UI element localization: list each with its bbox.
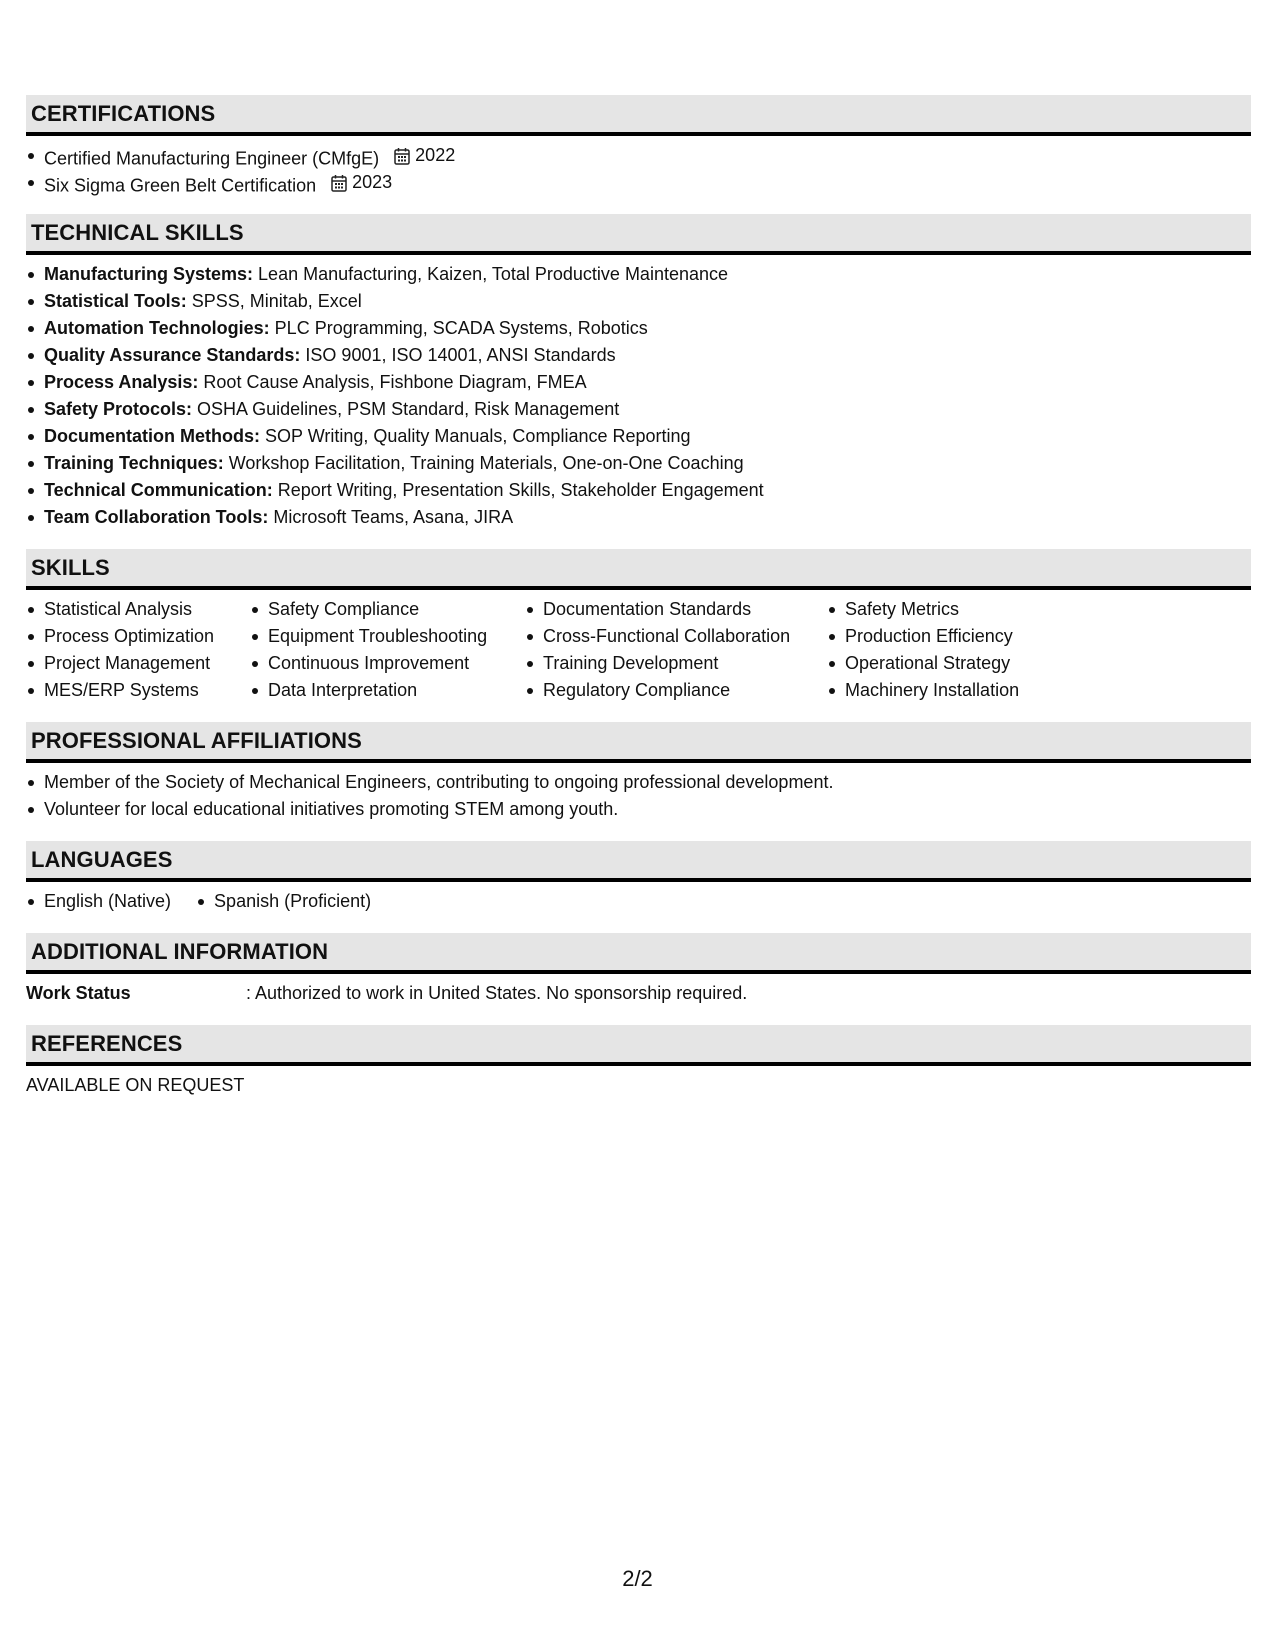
- page-number: 2/2: [622, 1566, 653, 1591]
- additional-info-section: [26, 933, 1251, 1007]
- skills-column: [250, 596, 525, 704]
- skill-category: Documentation Methods:: [44, 426, 260, 446]
- list-item: Member of the Society of Mechanical Engineers, contributing to ongoing professional development.: [26, 769, 1251, 796]
- skill-category: Quality Assurance Standards:: [44, 345, 301, 365]
- skill-values: Root Cause Analysis, Fishbone Diagram, FMEA: [198, 372, 587, 392]
- list-item: Continuous Improvement: [250, 650, 525, 677]
- skill-category: Safety Protocols:: [44, 399, 193, 419]
- list-item: Equipment Troubleshooting: [250, 623, 525, 650]
- list-item: Spanish (Proficient): [196, 888, 371, 915]
- certification-year: 2023: [352, 172, 393, 192]
- list-item: [26, 261, 1251, 288]
- certification-year: 2022: [415, 145, 456, 165]
- technical-skills-section: [26, 214, 1251, 531]
- list-item: [26, 369, 1251, 396]
- section-title-additional-info: ADDITIONAL INFORMATION: [26, 933, 1251, 974]
- skill-values: OSHA Guidelines, PSM Standard, Risk Management: [192, 399, 620, 419]
- list-item: [26, 504, 1251, 531]
- list-item: [26, 142, 1251, 169]
- list-item: [26, 477, 1251, 504]
- affiliations-section: [26, 722, 1251, 823]
- skill-values: Microsoft Teams, Asana, JIRA: [268, 507, 514, 527]
- list-item: [26, 342, 1251, 369]
- section-title-languages: LANGUAGES: [26, 841, 1251, 882]
- list-item: [26, 450, 1251, 477]
- list-item: Regulatory Compliance: [525, 677, 827, 704]
- skill-category: Statistical Tools:: [44, 291, 187, 311]
- certification-name: Six Sigma Green Belt Certification: [44, 175, 317, 196]
- skills-column: [525, 596, 827, 704]
- skill-values: PLC Programming, SCADA Systems, Robotics: [269, 318, 648, 338]
- list-item: Machinery Installation: [827, 677, 1067, 704]
- list-item: Statistical Analysis: [26, 596, 250, 623]
- languages-list: [26, 888, 1251, 915]
- list-item: [26, 423, 1251, 450]
- info-value: : Authorized to work in United States. No sponsorship required.: [246, 980, 747, 1007]
- skill-values: SPSS, Minitab, Excel: [186, 291, 362, 311]
- list-item: Safety Metrics: [827, 596, 1067, 623]
- certifications-section: [26, 95, 1251, 196]
- references-text: AVAILABLE ON REQUEST: [26, 1075, 245, 1095]
- skills-column: [26, 596, 250, 704]
- technical-skills-list: [26, 261, 1251, 531]
- resume-page: [26, 95, 1251, 1117]
- languages-section: [26, 841, 1251, 915]
- skills-column: [827, 596, 1067, 704]
- skill-category: Automation Technologies:: [44, 318, 270, 338]
- certifications-list: [26, 142, 1251, 196]
- skill-category: Manufacturing Systems:: [44, 264, 254, 284]
- certification-date: [394, 142, 455, 169]
- list-item: Production Efficiency: [827, 623, 1067, 650]
- list-item: Safety Compliance: [250, 596, 525, 623]
- skill-category: Technical Communication:: [44, 480, 273, 500]
- skill-category: Team Collaboration Tools:: [44, 507, 269, 527]
- skill-category: Process Analysis:: [44, 372, 199, 392]
- list-item: Project Management: [26, 650, 250, 677]
- list-item: Volunteer for local educational initiatives promoting STEM among youth.: [26, 796, 1251, 823]
- calendar-icon: [394, 147, 410, 165]
- references-section: [26, 1025, 1251, 1099]
- list-item: [26, 396, 1251, 423]
- section-title-skills: SKILLS: [26, 549, 1251, 590]
- skill-values: Report Writing, Presentation Skills, Stakeholder Engagement: [272, 480, 764, 500]
- list-item: [26, 315, 1251, 342]
- list-item: Documentation Standards: [525, 596, 827, 623]
- skills-section: [26, 549, 1251, 704]
- list-item: Cross-Functional Collaboration: [525, 623, 827, 650]
- skill-category: Training Techniques:: [44, 453, 224, 473]
- calendar-icon: [331, 174, 347, 192]
- skill-values: SOP Writing, Quality Manuals, Compliance Reporting: [260, 426, 691, 446]
- list-item: English (Native): [26, 888, 171, 915]
- certification-name: Certified Manufacturing Engineer (CMfgE): [44, 148, 380, 169]
- section-title-technical-skills: TECHNICAL SKILLS: [26, 214, 1251, 255]
- info-label: Work Status: [26, 983, 131, 1003]
- list-item: [26, 288, 1251, 315]
- skill-values: Workshop Facilitation, Training Materials, One-on-One Coaching: [223, 453, 744, 473]
- list-item: [26, 169, 1251, 196]
- section-title-affiliations: PROFESSIONAL AFFILIATIONS: [26, 722, 1251, 763]
- skills-grid: [26, 596, 1251, 704]
- affiliations-list: [26, 769, 1251, 823]
- skill-values: ISO 9001, ISO 14001, ANSI Standards: [300, 345, 616, 365]
- list-item: Data Interpretation: [250, 677, 525, 704]
- skill-values: Lean Manufacturing, Kaizen, Total Productive Maintenance: [253, 264, 729, 284]
- list-item: Training Development: [525, 650, 827, 677]
- list-item: Process Optimization: [26, 623, 250, 650]
- section-title-references: REFERENCES: [26, 1025, 1251, 1066]
- info-row: [26, 980, 1251, 1007]
- section-title-certifications: CERTIFICATIONS: [26, 95, 1251, 136]
- certification-date: [331, 169, 392, 196]
- list-item: MES/ERP Systems: [26, 677, 250, 704]
- list-item: Operational Strategy: [827, 650, 1067, 677]
